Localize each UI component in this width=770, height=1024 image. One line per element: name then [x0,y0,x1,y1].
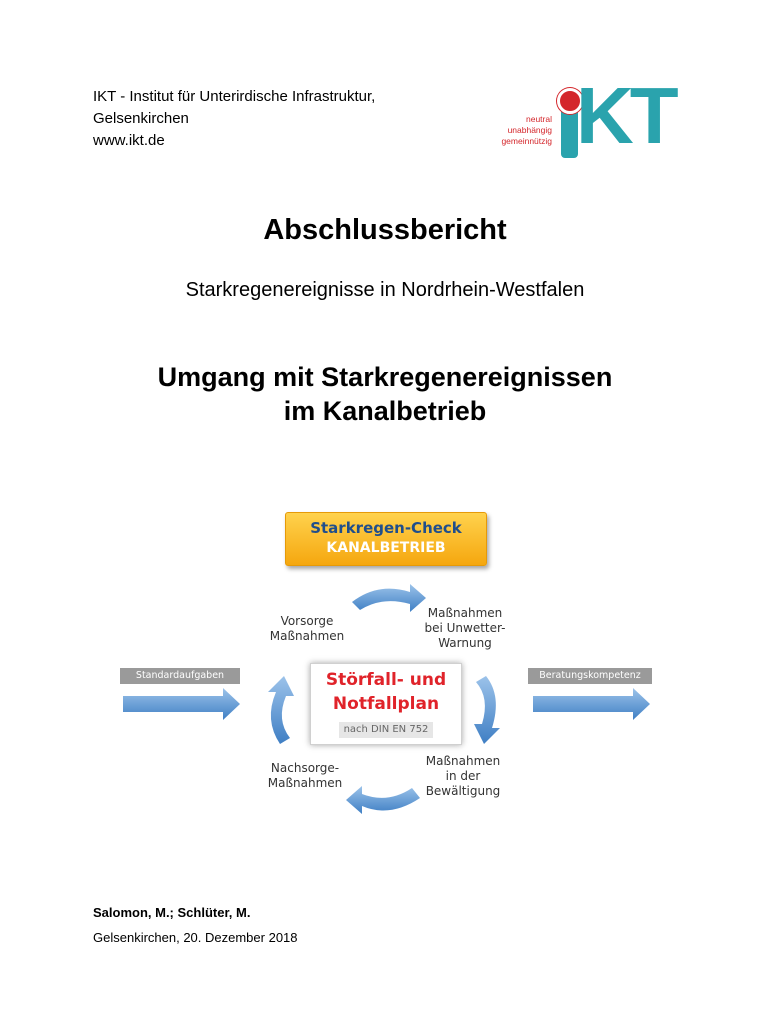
notfallplan-title [311,668,461,716]
bewaeltigung-line-2: in der [445,769,481,783]
ikt-logo [490,71,675,162]
nachsorge-label [256,761,354,791]
unwetter-line-1: Maßnahmen [427,606,503,620]
bewaeltigung-label [408,754,518,799]
heading-line-1: Umgang mit Starkregenereignissen [157,362,613,392]
place-date: Gelsenkirchen, 20. Dezember 2018 [93,930,298,945]
right-arrow [533,688,650,720]
institute-city: Gelsenkirchen [93,110,189,127]
din-label: nach DIN EN 752 [339,722,433,738]
report-title: Abschlussbericht [263,214,507,246]
institute-website: www.ikt.de [93,132,165,149]
unwetter-line-3: Warnung [438,636,492,650]
vorsorge-line-2: Maßnahmen [269,629,345,643]
authors: Salomon, M.; Schlüter, M. [93,905,251,920]
check-title: Starkregen-Check [310,519,462,537]
institute-block [93,86,375,152]
left-arrow [123,688,240,720]
starkregen-diagram [120,506,655,836]
cycle-arrow-right [474,676,500,744]
nachsorge-line-2: Maßnahmen [267,776,343,790]
institute-name: IKT - Institut für Unterirdische Infrastruktur, [93,88,376,105]
logo-tagline [490,114,552,147]
beratungskompetenz-label: Beratungskompetenz [528,668,652,684]
logo-kt-letters: KT [576,71,675,160]
unwetter-line-2: bei Unwetter- [424,621,506,635]
logo-tag-gemeinnuetzig: gemeinnützig [501,136,552,146]
unwetter-warnung-label [410,606,520,651]
logo-tag-unabhaengig: unabhängig [507,125,552,135]
report-subtitle: Starkregenereignisse in Nordrhein-Westfalen [185,279,585,301]
standardaufgaben-label: Standardaufgaben [120,668,240,684]
report-heading [0,360,770,428]
nachsorge-line-1: Nachsorge- [270,761,340,775]
heading-line-2: im Kanalbetrieb [283,396,487,426]
notfallplan-box [310,663,462,745]
logo-tag-neutral: neutral [526,114,552,124]
notfallplan-line-2: Notfallplan [332,694,440,714]
check-subtitle: KANALBETRIEB [326,540,446,556]
starkregen-check-box [285,512,487,566]
vorsorge-line-1: Vorsorge [280,614,334,628]
cycle-arrow-left [268,676,294,744]
vorsorge-label [258,614,356,644]
bewaeltigung-line-1: Maßnahmen [425,754,501,768]
notfallplan-line-1: Störfall- und [325,670,447,690]
bewaeltigung-line-3: Bewältigung [425,784,501,798]
